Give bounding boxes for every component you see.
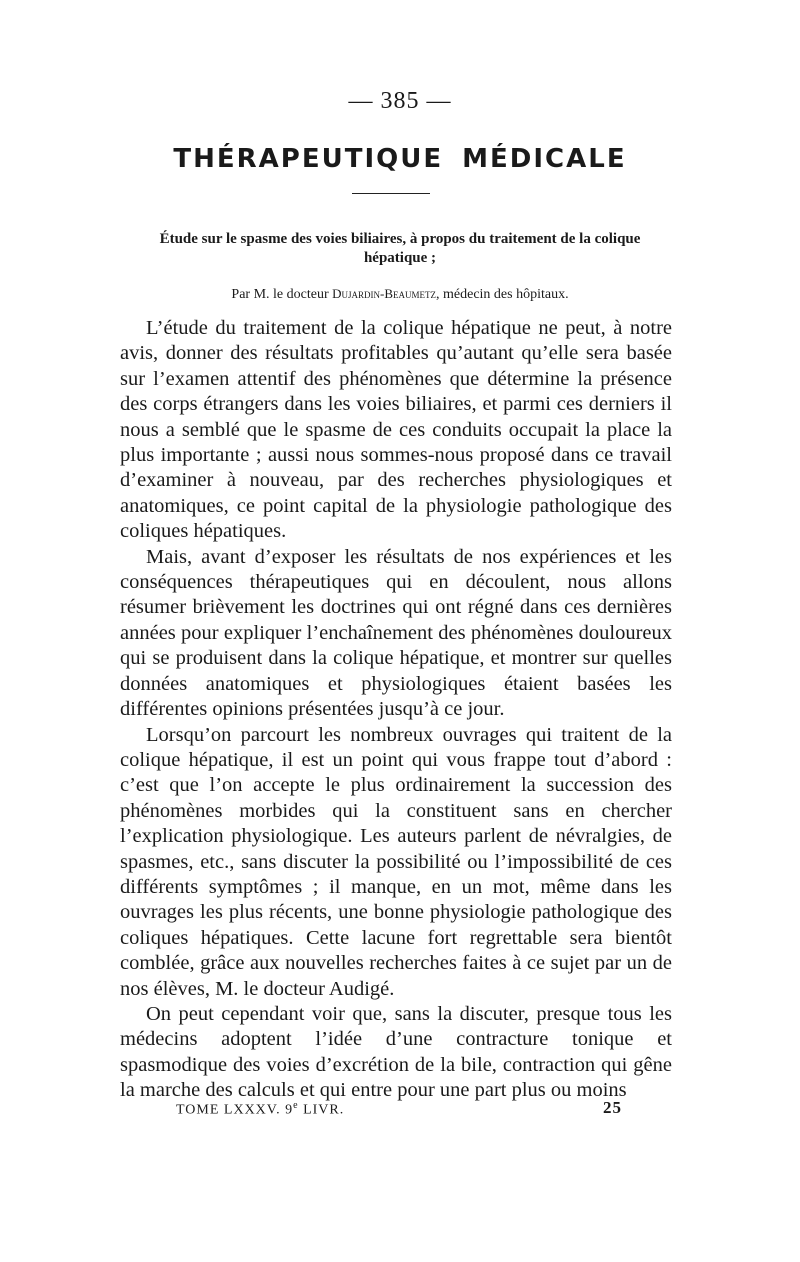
paragraph-2: Mais, avant d’exposer les résultats de nos expériences et les conséquences thérapeutiques qui en découlent, nous allons résumer brièvement les doctrines qui ont régné dans ces dernières années pour expliquer l’enchaînement des phénomènes douloureux qui se produisent dans la colique hépatique, et montrer sur quelles données anatomiques et physiologiques étaient basées les différentes opinions présentées jusqu’à ce jour. — [120, 545, 672, 721]
title-divider — [352, 193, 430, 194]
signature-sup: e — [293, 1100, 299, 1111]
paragraph-4: On peut cependant voir que, sans la discuter, presque tous les médecins adoptent l’idée d’une contracture tonique et spasmodique des voies d’excrétion de la bile, contraction qui gêne la marche des calculs et qui entre pour une part plus ou moins — [120, 1002, 672, 1102]
article-title: Étude sur le spasme des voies biliaires, à propos du traitement de la colique hépatique ; — [159, 231, 641, 266]
paragraph-1: L’étude du traitement de la colique hépatique ne peut, à notre avis, donner des résultats profitables qu’autant qu’elle sera basée sur l’examen attentif des phénomènes que détermine la présence des corps étrangers dans les voies biliaires, et parmi ces derniers il nous a semblé que le spasme de ces conduits occupait la place la plus importante ; aussi nous sommes-nous proposé dans ce travail d’examiner à nouveau, par des recherches physiologiques et anatomiques, ce point capital de la physiologie pathologique des coliques hépatiques. — [120, 317, 672, 543]
author-name: Dujardin-Beaumetz — [332, 286, 436, 301]
volume-signature — [176, 1100, 344, 1119]
signature-prefix: TOME LXXXV. 9 — [176, 1102, 294, 1118]
signature-suffix: LIVR. — [298, 1102, 345, 1118]
sheet-number: 25 — [603, 1098, 622, 1117]
body-text — [120, 316, 672, 1104]
paragraph-3: Lorsqu’on parcourt les nombreux ouvrages qui traitent de la colique hépatique, il est un point qui vous frappe tout d’abord : c’est que l’on accepte le plus ordinairement la succession des phénomènes morbides qui la constituent sans en chercher l’explication physiologique. Les auteurs parlent de névralgies, de spasmes, etc., sans discuter la possibilité ou l’impossibilité de ces différents symptômes ; il manque, en un mot, même dans les ouvrages les plus récents, une bonne physiologie pathologique des coliques hépatiques. Cette lacune fort regrettable sera bientôt comblée, grâce aux nouvelles recherches faites à ce sujet par un de nos élèves, M. le docteur Audigé. — [120, 723, 672, 1000]
author-prefix: Par M. le docteur — [231, 287, 333, 302]
author-line — [150, 286, 650, 303]
section-title: THÉRAPEUTIQUE MÉDICALE — [173, 144, 627, 174]
author-suffix: , médecin des hôpitaux. — [436, 287, 569, 302]
page-number: — 385 — — [348, 88, 452, 114]
